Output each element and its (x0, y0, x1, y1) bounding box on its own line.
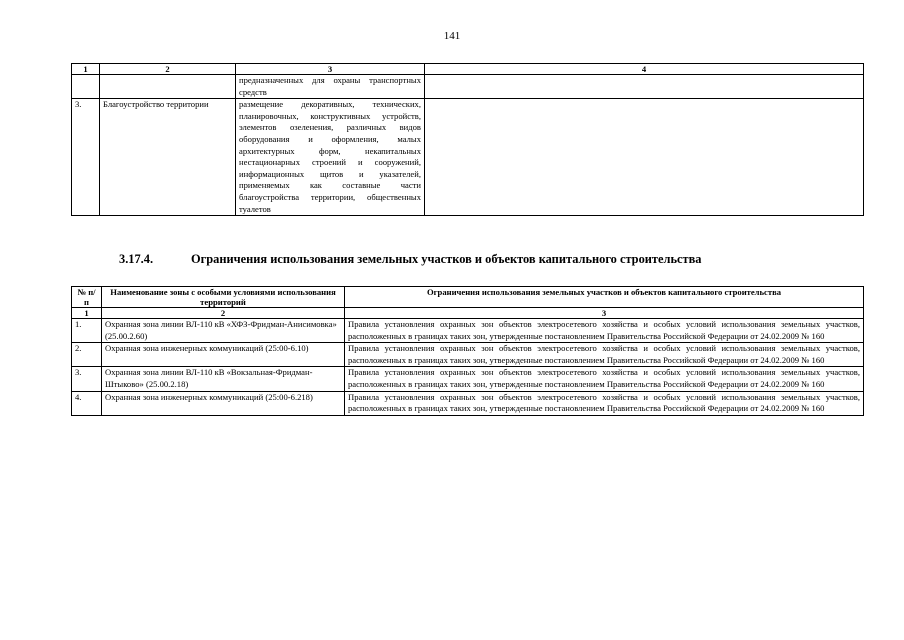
table-row (72, 99, 864, 216)
table-land-use-continued (71, 63, 864, 216)
table2-header-row (72, 287, 864, 308)
table-cell (425, 75, 864, 99)
restriction-text: Правила установления охранных зон объектов электросетевого хозяйства и особых условий использования земельных участков, расположенных в границах таких зон, утвержденные постановлением Правительства Российской Федерации от 24.02.2009 № 160 (345, 367, 864, 391)
zone-name: Охранная зона линии ВЛ-110 кВ «Вокзальная-Фридман-Штыково» (25.00.2.18) (102, 367, 345, 391)
row-number: 2. (72, 343, 102, 367)
table-row (72, 319, 864, 343)
restriction-text: Правила установления охранных зон объектов электросетевого хозяйства и особых условий использования земельных участков, расположенных в границах таких зон, утвержденные постановлением Правительства Российской Федерации от 24.02.2009 № 160 (345, 319, 864, 343)
row-number: 3. (72, 99, 100, 216)
page-number: 141 (443, 30, 461, 42)
land-use-description: размещение декоративных, технических, планировочных, конструктивных устройств, элементов озеленения, различных видов оборудования и оформления, малых архитектурных форм, некапитальных нестационарных строений и сооружений, информационных щитов и указателей, применяемых как составные части благоустройства территории, общественных туалетов (236, 99, 425, 216)
restriction-text: Правила установления охранных зон объектов электросетевого хозяйства и особых условий использования земельных участков, расположенных в границах таких зон, утвержденные постановлением Правительства Российской Федерации от 24.02.2009 № 160 (345, 343, 864, 367)
row-number: 4. (72, 391, 102, 415)
header-restrictions: Ограничения использования земельных участков и объектов капитального строительства (345, 287, 864, 308)
zone-name: Охранная зона инженерных коммуникаций (25:00-6.10) (102, 343, 345, 367)
continued-description: предназначенных для охраны транспортных средств (236, 75, 425, 99)
table2-col-index: 3 (345, 308, 864, 319)
table-row (72, 343, 864, 367)
table2-index-row (72, 308, 864, 319)
header-zone: Наименование зоны с особыми условиями использования территорий (102, 287, 345, 308)
table-cell (72, 75, 100, 99)
table-row (72, 75, 864, 99)
row-number: 3. (72, 367, 102, 391)
table-restrictions (71, 286, 864, 416)
table2-col-index: 1 (72, 308, 102, 319)
table-row (72, 391, 864, 415)
table-cell (100, 75, 236, 99)
row-number: 1. (72, 319, 102, 343)
table1-col-index: 4 (425, 64, 864, 75)
section-title: Ограничения использования земельных участков и объектов капитального строительства (191, 252, 702, 266)
table2-col-index: 2 (102, 308, 345, 319)
header-num: № п/п (72, 287, 102, 308)
restriction-text: Правила установления охранных зон объектов электросетевого хозяйства и особых условий использования земельных участков, расположенных в границах таких зон, утвержденные постановлением Правительства Российской Федерации от 24.02.2009 № 160 (345, 391, 864, 415)
table1-col-index: 2 (100, 64, 236, 75)
table-row (72, 367, 864, 391)
table1-col-index: 3 (236, 64, 425, 75)
zone-name: Охранная зона инженерных коммуникаций (25:00-6.218) (102, 391, 345, 415)
table1-col-index: 1 (72, 64, 100, 75)
section-heading (119, 252, 879, 267)
table1-index-row (72, 64, 864, 75)
land-use-col4 (425, 99, 864, 216)
zone-name: Охранная зона линии ВЛ-110 кВ «ХФЗ-Фридман-Анисимовка» (25.00.2.60) (102, 319, 345, 343)
section-number: 3.17.4. (119, 252, 154, 266)
land-use-name: Благоустройство территории (100, 99, 236, 216)
